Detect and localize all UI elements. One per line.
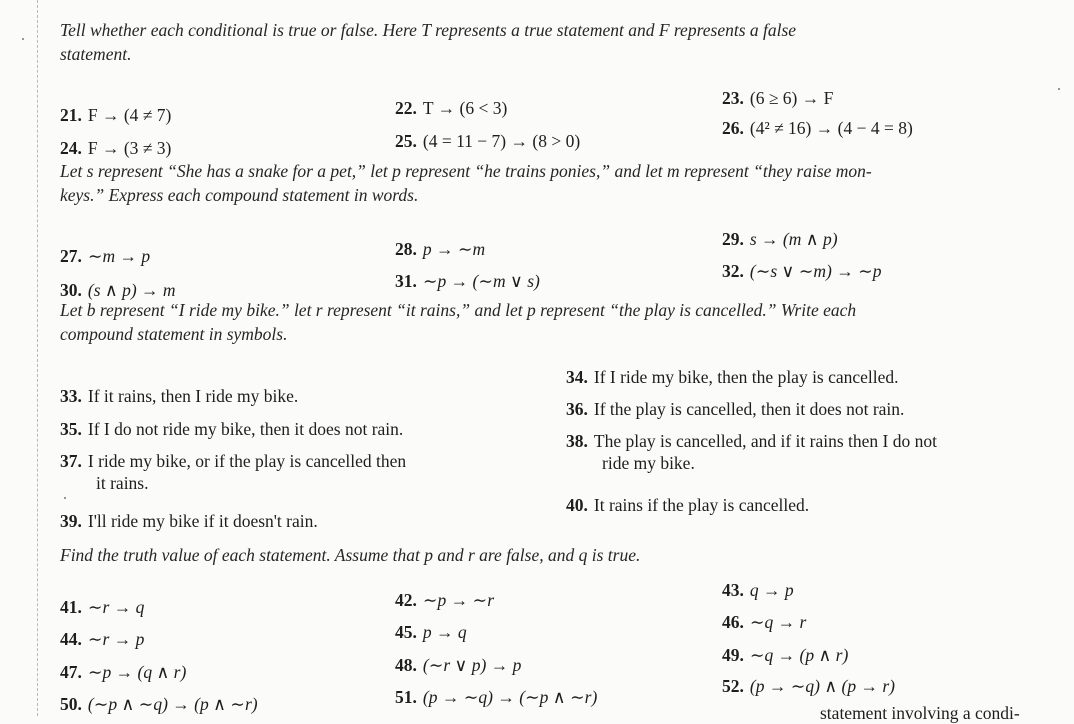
exercise-text: (4 = 11 − 7) → (8 > 0) — [422, 131, 581, 151]
exercise-29 — [722, 228, 838, 250]
exercise-23 — [722, 87, 833, 109]
exercise-number: 34. — [566, 367, 588, 387]
exercise-text-continued: it rains. — [96, 473, 149, 493]
exercise-text: (p → ∼q) ∧ (p → r) — [749, 676, 895, 696]
exercise-number: 33. — [60, 386, 82, 406]
exercise-text: ∼q → (p ∧ r) — [749, 645, 849, 665]
exercise-number: 43. — [722, 580, 744, 600]
exercise-number: 52. — [722, 676, 744, 696]
exercise-number: 38. — [566, 431, 588, 451]
exercise-text: I'll ride my bike if it doesn't rain. — [87, 511, 318, 531]
exercise-50 — [60, 693, 258, 715]
instructions-express-in-words — [60, 159, 872, 207]
exercise-text: (4² ≠ 16) → (4 − 4 = 8) — [749, 118, 913, 138]
exercise-number: 42. — [395, 590, 417, 610]
exercise-36 — [566, 398, 904, 420]
exercise-38 — [566, 430, 937, 474]
exercise-text: If I ride my bike, then the play is cancelled. — [593, 367, 899, 387]
exercise-25 — [395, 130, 580, 152]
exercise-text: ∼m → p — [87, 246, 151, 266]
exercise-33 — [60, 385, 298, 407]
exercise-text: If it rains, then I ride my bike. — [87, 386, 299, 406]
exercise-number: 23. — [722, 88, 744, 108]
instructions-write-in-symbols — [60, 298, 856, 346]
exercise-46 — [722, 611, 806, 633]
exercise-26 — [722, 117, 913, 139]
exercise-number: 28. — [395, 239, 417, 259]
exercise-number: 51. — [395, 687, 417, 707]
exercise-number: 32. — [722, 261, 744, 281]
exercise-text: (∼s ∨ ∼m) → ∼p — [749, 261, 882, 281]
exercise-52 — [722, 675, 895, 697]
exercise-number: 31. — [395, 271, 417, 291]
exercise-text: q → p — [749, 580, 794, 600]
instruction-line: Tell whether each conditional is true or false. Here T represents a true statement and F represents a false — [60, 20, 797, 40]
exercise-text: It rains if the play is cancelled. — [593, 495, 810, 515]
exercise-44 — [60, 628, 144, 650]
exercise-text: p → q — [422, 622, 467, 642]
exercise-number: 44. — [60, 629, 82, 649]
exercise-51 — [395, 686, 597, 708]
exercise-number: 24. — [60, 138, 82, 158]
page-margin-line — [37, 0, 39, 716]
exercise-text: s → (m ∧ p) — [749, 229, 838, 249]
instruction-line: keys.” Express each compound statement in words. — [60, 185, 419, 205]
exercise-37 — [60, 450, 406, 494]
exercise-42 — [395, 589, 494, 611]
exercise-number: 40. — [566, 495, 588, 515]
exercise-text: If I do not ride my bike, then it does not rain. — [87, 419, 404, 439]
exercise-number: 22. — [395, 98, 417, 118]
exercise-text: (∼p ∧ ∼q) → (p ∧ ∼r) — [87, 694, 258, 714]
exercise-number: 29. — [722, 229, 744, 249]
scan-speck — [1058, 88, 1060, 90]
exercise-text: If the play is cancelled, then it does not rain. — [593, 399, 905, 419]
scan-speck — [64, 497, 66, 499]
exercise-text: ∼p → (∼m ∨ s) — [422, 271, 540, 291]
exercise-49 — [722, 644, 848, 666]
instruction-line: Let s represent “She has a snake for a pet,” let p represent “he trains ponies,” and let m represent “they raise mon- — [60, 161, 872, 181]
instruction-line: Let b represent “I ride my bike.” let r represent “it rains,” and let p represent “the play is cancelled.” Write each — [60, 300, 857, 320]
exercise-text: (∼r ∨ p) → p — [422, 655, 522, 675]
exercise-number: 30. — [60, 280, 82, 300]
exercise-text: F → (3 ≠ 3) — [87, 138, 172, 158]
exercise-number: 36. — [566, 399, 588, 419]
exercise-number: 45. — [395, 622, 417, 642]
exercise-43 — [722, 579, 794, 601]
cut-off-text: statement involving a condi- — [820, 703, 1020, 723]
exercise-22 — [395, 97, 507, 119]
instruction-line: compound statement in symbols. — [60, 324, 288, 344]
exercise-number: 37. — [60, 451, 82, 471]
exercise-21 — [60, 104, 171, 126]
exercise-text: ∼q → r — [749, 612, 807, 632]
exercise-number: 47. — [60, 662, 82, 682]
exercise-number: 39. — [60, 511, 82, 531]
exercise-text: I ride my bike, or if the play is cancelled then — [87, 451, 407, 471]
exercise-text: ∼r → q — [87, 597, 145, 617]
exercise-text: (s ∧ p) → m — [87, 280, 176, 300]
exercise-number: 49. — [722, 645, 744, 665]
exercise-39 — [60, 510, 318, 532]
exercise-number: 48. — [395, 655, 417, 675]
exercise-number: 27. — [60, 246, 82, 266]
exercise-number: 35. — [60, 419, 82, 439]
exercise-text-continued: ride my bike. — [602, 453, 695, 473]
exercise-number: 50. — [60, 694, 82, 714]
exercise-number: 21. — [60, 105, 82, 125]
exercise-number: 26. — [722, 118, 744, 138]
instruction-line: statement. — [60, 44, 132, 64]
exercise-35 — [60, 418, 403, 440]
exercise-47 — [60, 661, 186, 683]
exercise-text: (p → ∼q) → (∼p ∧ ∼r) — [422, 687, 598, 707]
instructions-truth-of-conditionals — [60, 18, 796, 66]
exercise-text: ∼p → (q ∧ r) — [87, 662, 187, 682]
exercise-31 — [395, 270, 540, 292]
exercise-40 — [566, 494, 809, 516]
exercise-text: (6 ≥ 6) → F — [749, 88, 834, 108]
exercise-32 — [722, 260, 882, 282]
exercise-number: 46. — [722, 612, 744, 632]
exercise-text: T → (6 < 3) — [422, 98, 508, 118]
exercise-34 — [566, 366, 899, 388]
exercise-48 — [395, 654, 521, 676]
exercise-number: 41. — [60, 597, 82, 617]
exercise-45 — [395, 621, 467, 643]
scan-speck — [22, 38, 24, 40]
exercise-text: ∼p → ∼r — [422, 590, 495, 610]
exercise-28 — [395, 238, 485, 260]
exercise-24 — [60, 137, 171, 159]
exercise-text: ∼r → p — [87, 629, 145, 649]
instruction-line: Find the truth value of each statement. Assume that p and r are false, and q is true. — [60, 545, 641, 565]
exercise-text: The play is cancelled, and if it rains then I do not — [593, 431, 937, 451]
instructions-find-truth-value — [60, 543, 640, 567]
exercise-text: p → ∼m — [422, 239, 486, 259]
exercise-text: F → (4 ≠ 7) — [87, 105, 172, 125]
exercise-number: 25. — [395, 131, 417, 151]
exercise-27 — [60, 245, 150, 267]
exercise-41 — [60, 596, 144, 618]
